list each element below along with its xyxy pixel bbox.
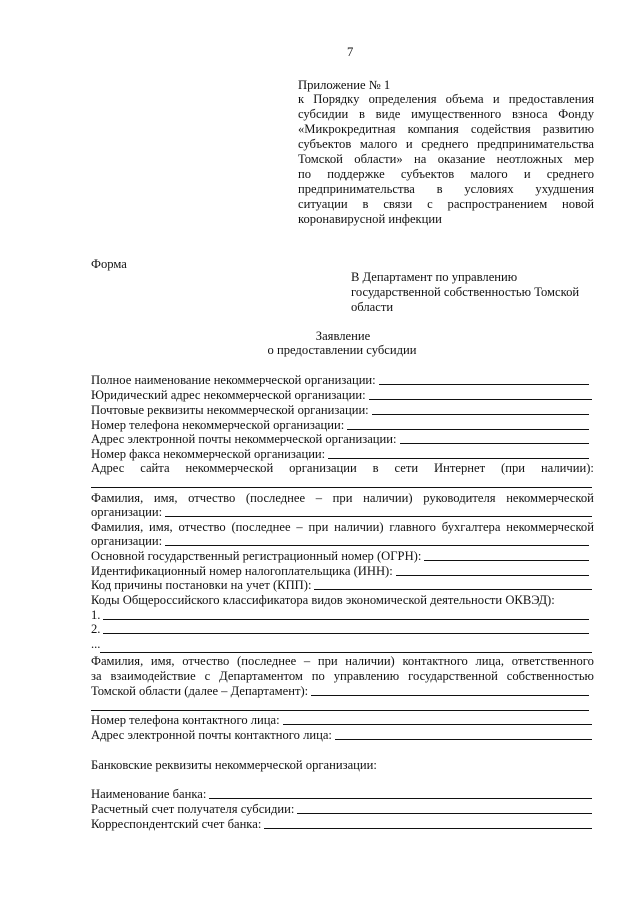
- field-head-cont: [91, 505, 592, 520]
- appendix-line: Томской области» на оказание неотложных мер: [298, 152, 594, 166]
- fill-line[interactable]: [209, 798, 592, 799]
- field-postal: [91, 403, 592, 418]
- word: Фамилия,: [91, 520, 144, 534]
- word: имя,: [149, 520, 173, 534]
- word: –: [296, 520, 303, 534]
- word: сети: [394, 461, 419, 475]
- appendix-line: субсидии в виде имущественного взноса Фонду: [298, 107, 594, 121]
- field-contact-line3: [91, 684, 592, 699]
- word: собственностью: [506, 669, 594, 683]
- fill-line[interactable]: [314, 589, 592, 590]
- word: Фамилия,: [91, 654, 144, 668]
- word: сайта: [140, 461, 170, 475]
- okved-more: ...: [91, 637, 101, 651]
- word: главного: [389, 520, 436, 534]
- word: некоммерческой: [506, 491, 594, 505]
- word: руководителя: [423, 491, 496, 505]
- word: при: [332, 491, 353, 505]
- fill-line[interactable]: [297, 813, 592, 814]
- fill-line[interactable]: [379, 384, 589, 385]
- fill-line[interactable]: [91, 487, 592, 488]
- field-label: Корреспондентский счет банка:: [91, 817, 262, 831]
- word: наличии): [345, 654, 395, 668]
- word: имя,: [150, 654, 175, 668]
- addressee-line: В Департамент по управлению: [351, 270, 518, 284]
- word: с: [204, 669, 211, 683]
- field-label: Полное наименование некоммерческой организации:: [91, 373, 376, 387]
- field-label: организации:: [91, 505, 163, 519]
- fill-line[interactable]: [400, 443, 590, 444]
- field-label: организации:: [91, 534, 163, 548]
- word: организации: [289, 461, 357, 475]
- fill-line[interactable]: [264, 828, 592, 829]
- form-heading-title: Заявление: [315, 329, 371, 343]
- field-accountant-cont: [91, 534, 592, 549]
- field-corr-account: [91, 817, 592, 832]
- field-label: Номер телефона некоммерческой организации:: [91, 418, 345, 432]
- fill-line[interactable]: [103, 619, 589, 620]
- fill-line[interactable]: [283, 724, 592, 725]
- word: (последнее: [237, 654, 297, 668]
- field-label: Адрес электронной почты контактного лица:: [91, 728, 332, 742]
- word: лица,: [475, 654, 505, 668]
- appendix-line: «Микрокредитная компания содействия развитию: [298, 122, 594, 136]
- field-ogrn: [91, 549, 592, 564]
- word: контактного: [402, 654, 468, 668]
- fill-line[interactable]: [396, 575, 589, 576]
- form-heading-subtitle: о предоставлении субсидии: [267, 343, 417, 357]
- fill-line[interactable]: [103, 633, 589, 634]
- field-label: Почтовые реквизиты некоммерческой организации:: [91, 403, 369, 417]
- fill-line[interactable]: [311, 695, 589, 696]
- word: Интернет: [434, 461, 486, 475]
- form-label: Форма: [91, 257, 127, 271]
- field-contact: [91, 654, 594, 669]
- addressee-line: государственной собственностью Томской: [351, 285, 580, 299]
- field-okved-1: [91, 608, 592, 623]
- field-contact-line2: [91, 669, 594, 684]
- word: отчество: [188, 491, 236, 505]
- field-label: Расчетный счет получателя субсидии:: [91, 802, 295, 816]
- field-head: [91, 491, 594, 506]
- word: Адрес: [91, 461, 125, 475]
- word: бухгалтера: [441, 520, 501, 534]
- word: Департаментом: [219, 669, 303, 683]
- fill-line[interactable]: [165, 516, 592, 517]
- appendix-line: субъектов малого и среднего предпринимательства: [298, 137, 594, 151]
- word: некоммерческой: [506, 520, 594, 534]
- word: управлению: [333, 669, 400, 683]
- appendix-line: к Порядку определения объема и предоставления: [298, 92, 594, 106]
- okved-title: Коды Общероссийского классификатора видов экономической деятельности ОКВЭД):: [91, 593, 555, 607]
- field-bank-name: [91, 787, 592, 802]
- word: (последнее: [231, 520, 291, 534]
- field-label: Номер телефона контактного лица:: [91, 713, 280, 727]
- field-label: Наименование банка:: [91, 787, 207, 801]
- word: отчество: [178, 520, 226, 534]
- word: государственной: [408, 669, 498, 683]
- word: ответственного: [511, 654, 594, 668]
- word: наличии):: [540, 461, 594, 475]
- word: в: [372, 461, 379, 475]
- field-account: [91, 802, 592, 817]
- word: Фамилия,: [91, 491, 144, 505]
- field-accountant: [91, 520, 594, 535]
- field-label: 2.: [91, 622, 101, 636]
- fill-line[interactable]: [100, 652, 592, 653]
- word: по: [311, 669, 325, 683]
- field-label: Номер факса некоммерческой организации:: [91, 447, 326, 461]
- field-label: Адрес электронной почты некоммерческой организации:: [91, 432, 397, 446]
- appendix-line: ситуации в связи с распространением новой: [298, 197, 594, 211]
- word: при: [317, 654, 338, 668]
- field-label: Основной государственный регистрационный номер (ОГРН):: [91, 549, 422, 563]
- field-fax: [91, 447, 592, 462]
- field-kpp: [91, 578, 592, 593]
- word: некоммерческой: [185, 461, 274, 475]
- word: наличии): [334, 520, 384, 534]
- word: –: [303, 654, 311, 668]
- word: (при: [501, 461, 526, 475]
- fill-line[interactable]: [347, 429, 589, 430]
- field-label: Томской области (далее – Департамент):: [91, 684, 309, 698]
- word: –: [315, 491, 323, 505]
- field-label: Идентификационный номер налогоплательщика (ИНН):: [91, 564, 393, 578]
- field-okved-2: [91, 622, 592, 637]
- appendix-line: коронавирусной инфекции: [298, 212, 442, 226]
- appendix-text: [298, 92, 594, 227]
- fill-line[interactable]: [328, 458, 589, 459]
- fill-line[interactable]: [91, 710, 589, 711]
- field-contact-email: [91, 728, 592, 743]
- field-contact-phone: [91, 713, 592, 728]
- word: отчество: [182, 654, 230, 668]
- field-inn: [91, 564, 592, 579]
- appendix-title: Приложение № 1: [298, 78, 391, 92]
- field-label: Код причины постановки на учет (КПП):: [91, 578, 312, 592]
- field-label: Юридический адрес некоммерческой организации:: [91, 388, 366, 402]
- field-phone: [91, 418, 592, 433]
- bank-title: Банковские реквизиты некоммерческой организации:: [91, 758, 377, 772]
- field-email: [91, 432, 592, 447]
- field-full-name: [91, 373, 592, 388]
- fill-line[interactable]: [424, 560, 589, 561]
- addressee-line: области: [351, 300, 394, 314]
- word: (последнее: [245, 491, 306, 505]
- fill-line[interactable]: [369, 399, 592, 400]
- word: имя,: [153, 491, 178, 505]
- word: при: [308, 520, 329, 534]
- word: за: [91, 669, 102, 683]
- word: взаимодействие: [110, 669, 196, 683]
- appendix-line: предпринимательства в условиях ухудшения: [298, 182, 594, 196]
- word: наличии): [363, 491, 413, 505]
- field-legal-address: [91, 388, 592, 403]
- field-website: [91, 461, 594, 476]
- field-label: 1.: [91, 608, 101, 622]
- page-number: 7: [347, 45, 354, 59]
- fill-line[interactable]: [165, 545, 589, 546]
- appendix-line: по поддержке субъектов малого и среднего: [298, 167, 594, 181]
- fill-line[interactable]: [372, 414, 589, 415]
- fill-line[interactable]: [335, 739, 592, 740]
